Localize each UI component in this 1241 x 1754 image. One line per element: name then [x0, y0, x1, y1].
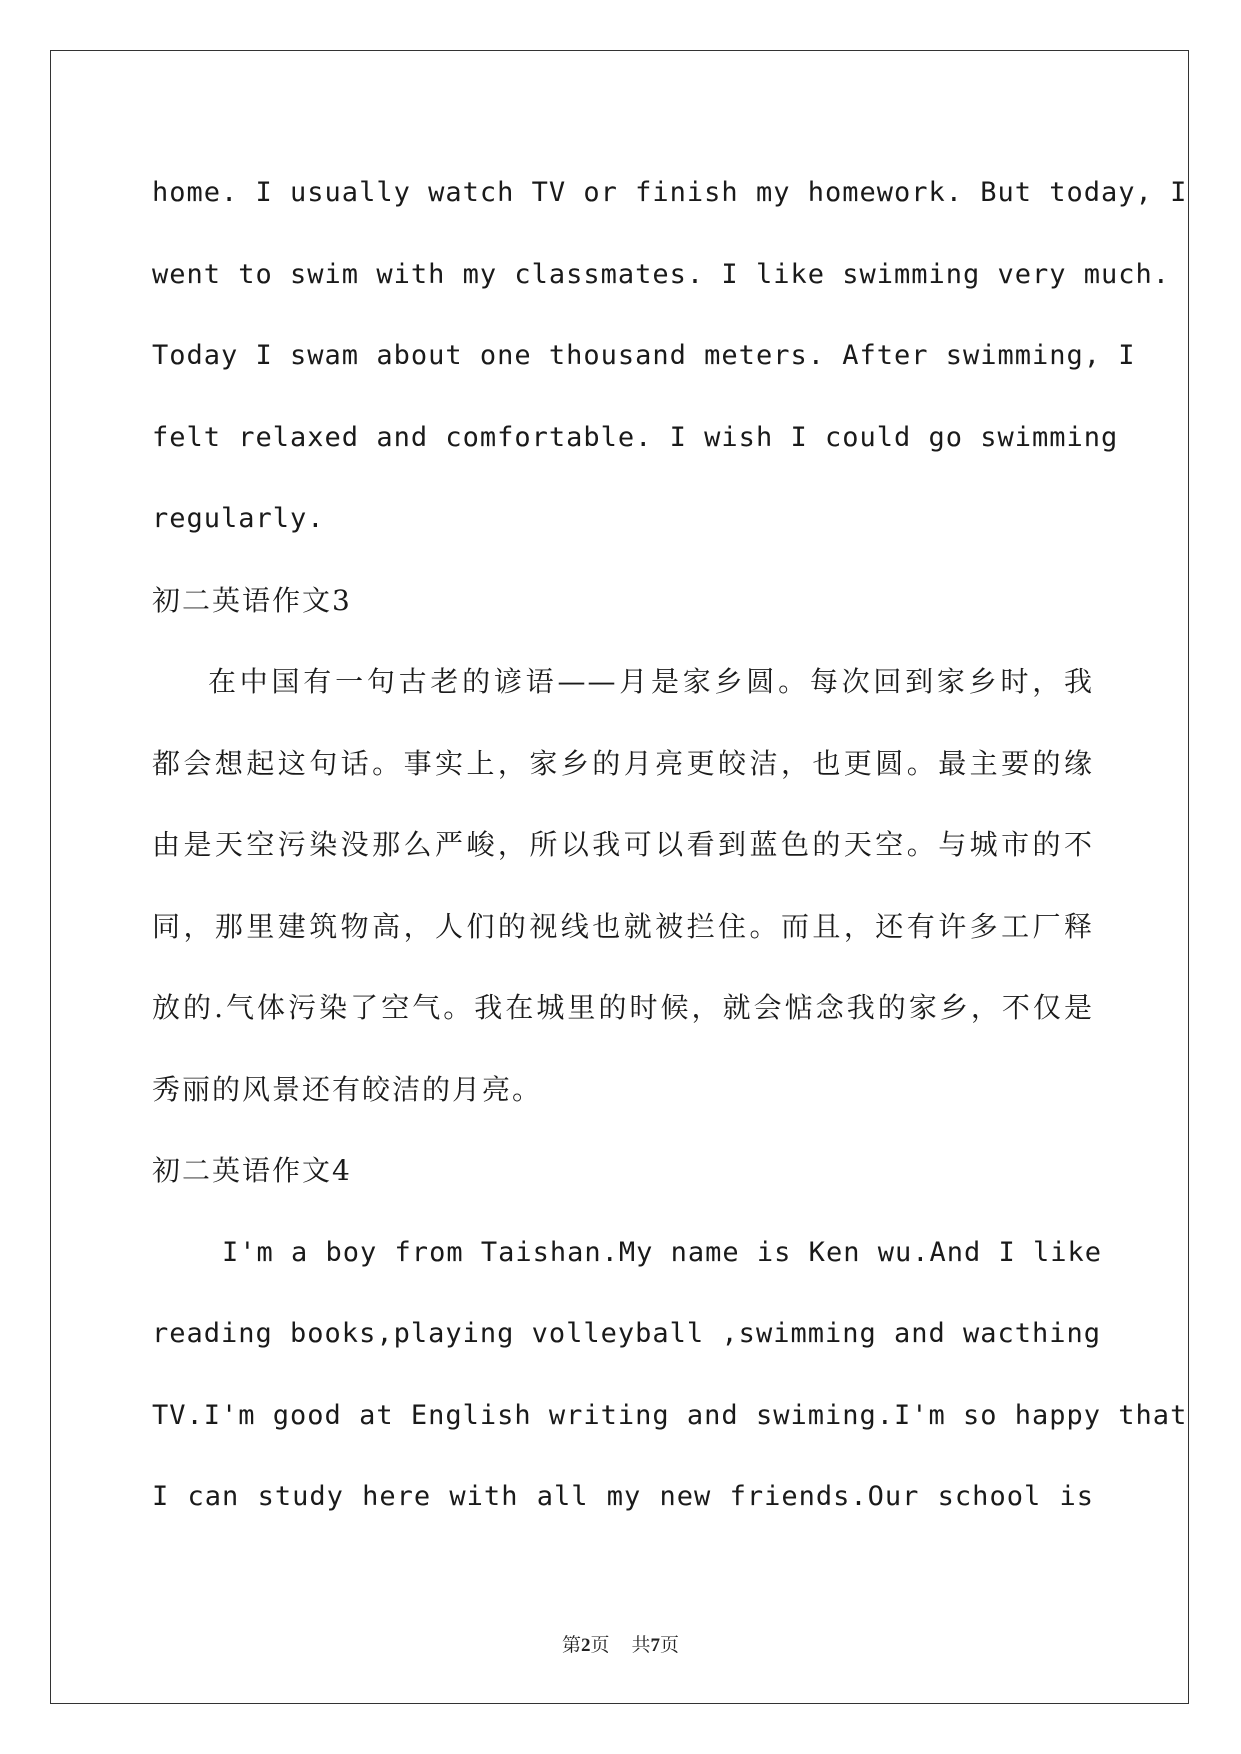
- footer-total-suffix: 页: [660, 1635, 680, 1656]
- paragraph-line: TV.I'm good at English writing and swiming.I'm so happy that: [152, 1399, 1188, 1431]
- paragraph-line: home. I usually watch TV or finish my homework. But today, I: [152, 177, 1188, 208]
- paragraph-line: I'm a boy from Taishan.My name is Ken wu.And I like: [222, 1236, 1103, 1268]
- footer-prefix: 第: [561, 1635, 581, 1656]
- paragraph-line: regularly.: [152, 503, 325, 534]
- paragraph-line: I can study here with all my new friends.Our school is: [152, 1481, 1094, 1512]
- paragraph-line: 由是天空污染没那么严峻，所以我可以看到蓝色的天空。与城市的不: [152, 828, 1094, 861]
- paragraph-line: Today I swam about one thousand meters. After swimming, I: [152, 340, 1136, 371]
- paragraph-line: reading books,playing volleyball ,swimming and wacthing: [152, 1318, 1102, 1349]
- paragraph-line: 秀丽的风景还有皎洁的月亮。: [152, 1072, 543, 1106]
- paragraph-line: 放的.气体污染了空气。我在城里的时候，就会惦念我的家乡，不仅是: [152, 991, 1094, 1024]
- footer-page-suffix: 页: [590, 1635, 610, 1656]
- paragraph-line: 都会想起这句话。事实上，家乡的月亮更皎洁，也更圆。最主要的缘: [152, 746, 1094, 780]
- document-body: [152, 152, 1188, 1538]
- total-page-count: 7: [650, 1635, 661, 1656]
- paragraph-line: 同，那里建筑物高，人们的视线也就被拦住。而且，还有许多工厂释: [152, 909, 1094, 943]
- paragraph-line: felt relaxed and comfortable. I wish I could go swimming: [152, 421, 1119, 453]
- current-page-number: 2: [580, 1635, 591, 1656]
- footer-total-prefix: 共: [631, 1635, 651, 1656]
- page-footer: [0, 1630, 1241, 1657]
- paragraph-line: 在中国有一句古老的谚语——月是家乡圆。每次回到家乡时，我: [208, 665, 1094, 698]
- section-heading: 初二英语作文3: [152, 583, 352, 617]
- section-heading: 初二英语作文4: [152, 1154, 352, 1187]
- paragraph-line: went to swim with my classmates. I like swimming very much.: [152, 258, 1171, 290]
